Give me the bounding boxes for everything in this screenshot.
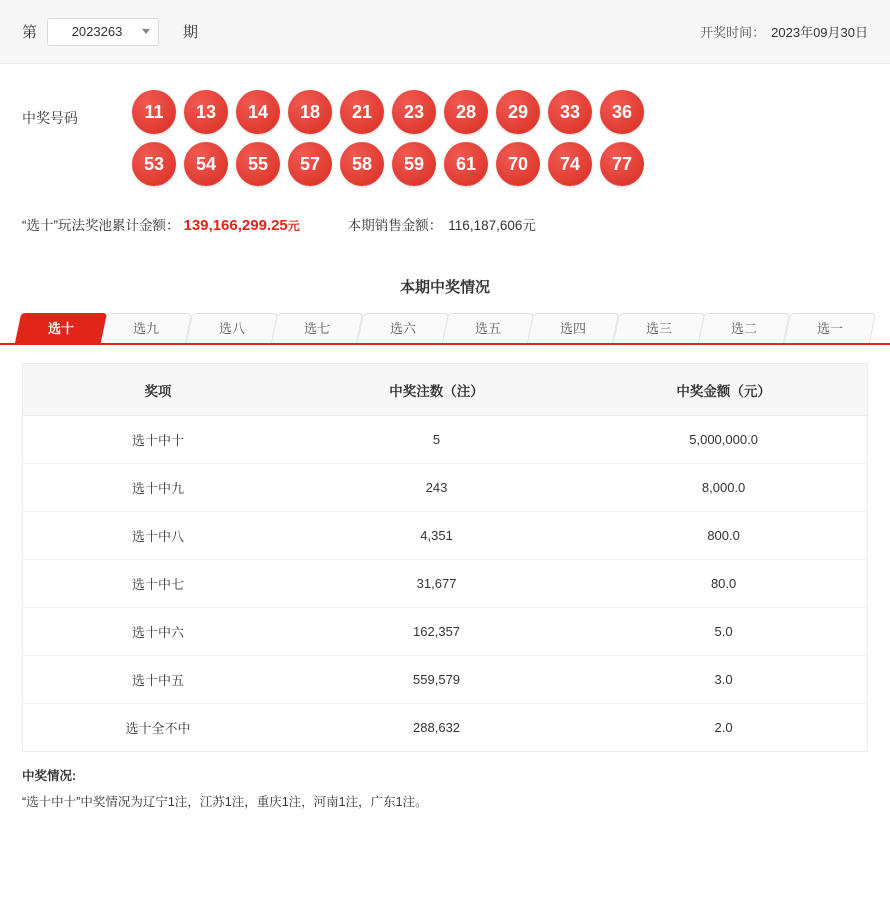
number-ball: 61: [444, 142, 488, 186]
winning-numbers-label: 中奖号码: [22, 110, 78, 126]
period-selector-group: [22, 18, 198, 46]
tab-label: 选七: [304, 321, 331, 336]
column-header-count: 中奖注数（注）: [293, 364, 580, 416]
draw-time-label: 开奖时间：: [700, 25, 766, 40]
period-suffix-label: 期: [183, 24, 199, 41]
table-row: [23, 704, 868, 752]
cell-amount: 5,000,000.0: [580, 416, 867, 464]
cell-count: 5: [293, 416, 580, 464]
cell-count: 4,351: [293, 512, 580, 560]
number-ball: 28: [444, 90, 488, 134]
table-row: [23, 560, 868, 608]
number-ball: 18: [288, 90, 332, 134]
tab-label: 选一: [816, 321, 843, 336]
tab-xuan-si[interactable]: [527, 313, 620, 343]
prize-table: [22, 363, 868, 752]
cell-amount: 3.0: [580, 656, 867, 704]
table-row: [23, 512, 868, 560]
number-ball: 36: [600, 90, 644, 134]
tab-label: 选十: [47, 321, 74, 336]
number-ball: 13: [184, 90, 228, 134]
draw-time: [700, 22, 868, 41]
number-ball: 53: [132, 142, 176, 186]
period-select-value: 2023263: [71, 24, 123, 39]
table-header-row: [23, 364, 868, 416]
number-ball: 11: [132, 90, 176, 134]
cell-prize: 选十全不中: [125, 721, 191, 736]
tab-xuan-yi[interactable]: [783, 313, 876, 343]
tab-xuan-qi[interactable]: [271, 313, 364, 343]
tab-label: 选五: [475, 321, 502, 336]
column-header-amount: 中奖金额（元）: [580, 364, 867, 416]
cell-amount: 800.0: [580, 512, 867, 560]
number-ball: 14: [236, 90, 280, 134]
draw-time-value: 2023年09月30日: [771, 25, 868, 40]
number-ball: 74: [548, 142, 592, 186]
tab-xuan-liu[interactable]: [356, 313, 449, 343]
number-ball: 54: [184, 142, 228, 186]
sales-label: 本期销售金额：: [347, 218, 443, 233]
cell-amount: 80.0: [580, 560, 867, 608]
cell-prize: 选十中八: [23, 512, 293, 560]
table-row: [23, 464, 868, 512]
section-title: 本期中奖情况: [399, 279, 490, 296]
cell-prize: 选十中十: [23, 416, 293, 464]
prize-table-wrap: [0, 345, 890, 752]
cell-prize: 选十中九: [23, 464, 293, 512]
tab-label: 选八: [218, 321, 245, 336]
column-header-prize: 奖项: [23, 364, 293, 416]
tab-label: 选九: [133, 321, 160, 336]
cell-count: 559,579: [293, 656, 580, 704]
tab-label: 选三: [645, 321, 672, 336]
cell-count: 162,357: [293, 608, 580, 656]
note-text: “选十中十”中奖情况为辽宁1注，江苏1注，重庆1注，河南1注，广东1注。: [22, 795, 428, 809]
tab-label: 选二: [731, 321, 758, 336]
cell-count: 288,632: [413, 720, 461, 735]
period-select[interactable]: [47, 18, 159, 46]
pool-amount: 139,166,299.25: [183, 217, 288, 234]
tab-label: 选六: [389, 321, 416, 336]
number-ball: 77: [600, 142, 644, 186]
pool-and-sales-line: [0, 196, 890, 234]
pool-label: “选十”玩法奖池累计金额：: [22, 218, 180, 233]
table-row: [23, 608, 868, 656]
cell-amount: 8,000.0: [580, 464, 867, 512]
period-prefix-label: 第: [22, 24, 38, 41]
table-row: [23, 416, 868, 464]
ball-row-1: [132, 90, 644, 134]
tab-xuan-ba[interactable]: [186, 313, 279, 343]
note-title: 中奖情况:: [22, 769, 77, 783]
number-ball: 55: [236, 142, 280, 186]
cell-count: 31,677: [293, 560, 580, 608]
table-row: [23, 656, 868, 704]
winning-numbers-balls: [132, 90, 644, 186]
winning-numbers-block: [0, 64, 890, 196]
number-ball: 29: [496, 90, 540, 134]
number-ball: 58: [340, 142, 384, 186]
tab-xuan-shi[interactable]: [15, 313, 108, 343]
tab-xuan-jiu[interactable]: [100, 313, 193, 343]
number-ball: 70: [496, 142, 540, 186]
pool-unit: 元: [287, 219, 300, 233]
tab-xuan-san[interactable]: [613, 313, 706, 343]
tab-xuan-er[interactable]: [698, 313, 791, 343]
ball-row-2: [132, 142, 644, 186]
number-ball: 59: [392, 142, 436, 186]
tab-label: 选四: [560, 321, 587, 336]
number-ball: 33: [548, 90, 592, 134]
cell-amount: 5.0: [580, 608, 867, 656]
number-ball: 23: [392, 90, 436, 134]
cell-prize: 选十中五: [23, 656, 293, 704]
cell-amount: 2.0: [714, 720, 733, 735]
sales-value: 116,187,606元: [448, 218, 536, 233]
play-type-tabs: [0, 313, 890, 345]
number-ball: 57: [288, 142, 332, 186]
tab-xuan-wu[interactable]: [442, 313, 535, 343]
cell-count: 243: [293, 464, 580, 512]
winning-note: [0, 752, 890, 810]
chevron-down-icon: [142, 29, 150, 34]
number-ball: 21: [340, 90, 384, 134]
cell-prize: 选十中七: [23, 560, 293, 608]
top-bar: [0, 0, 890, 64]
cell-prize: 选十中六: [23, 608, 293, 656]
